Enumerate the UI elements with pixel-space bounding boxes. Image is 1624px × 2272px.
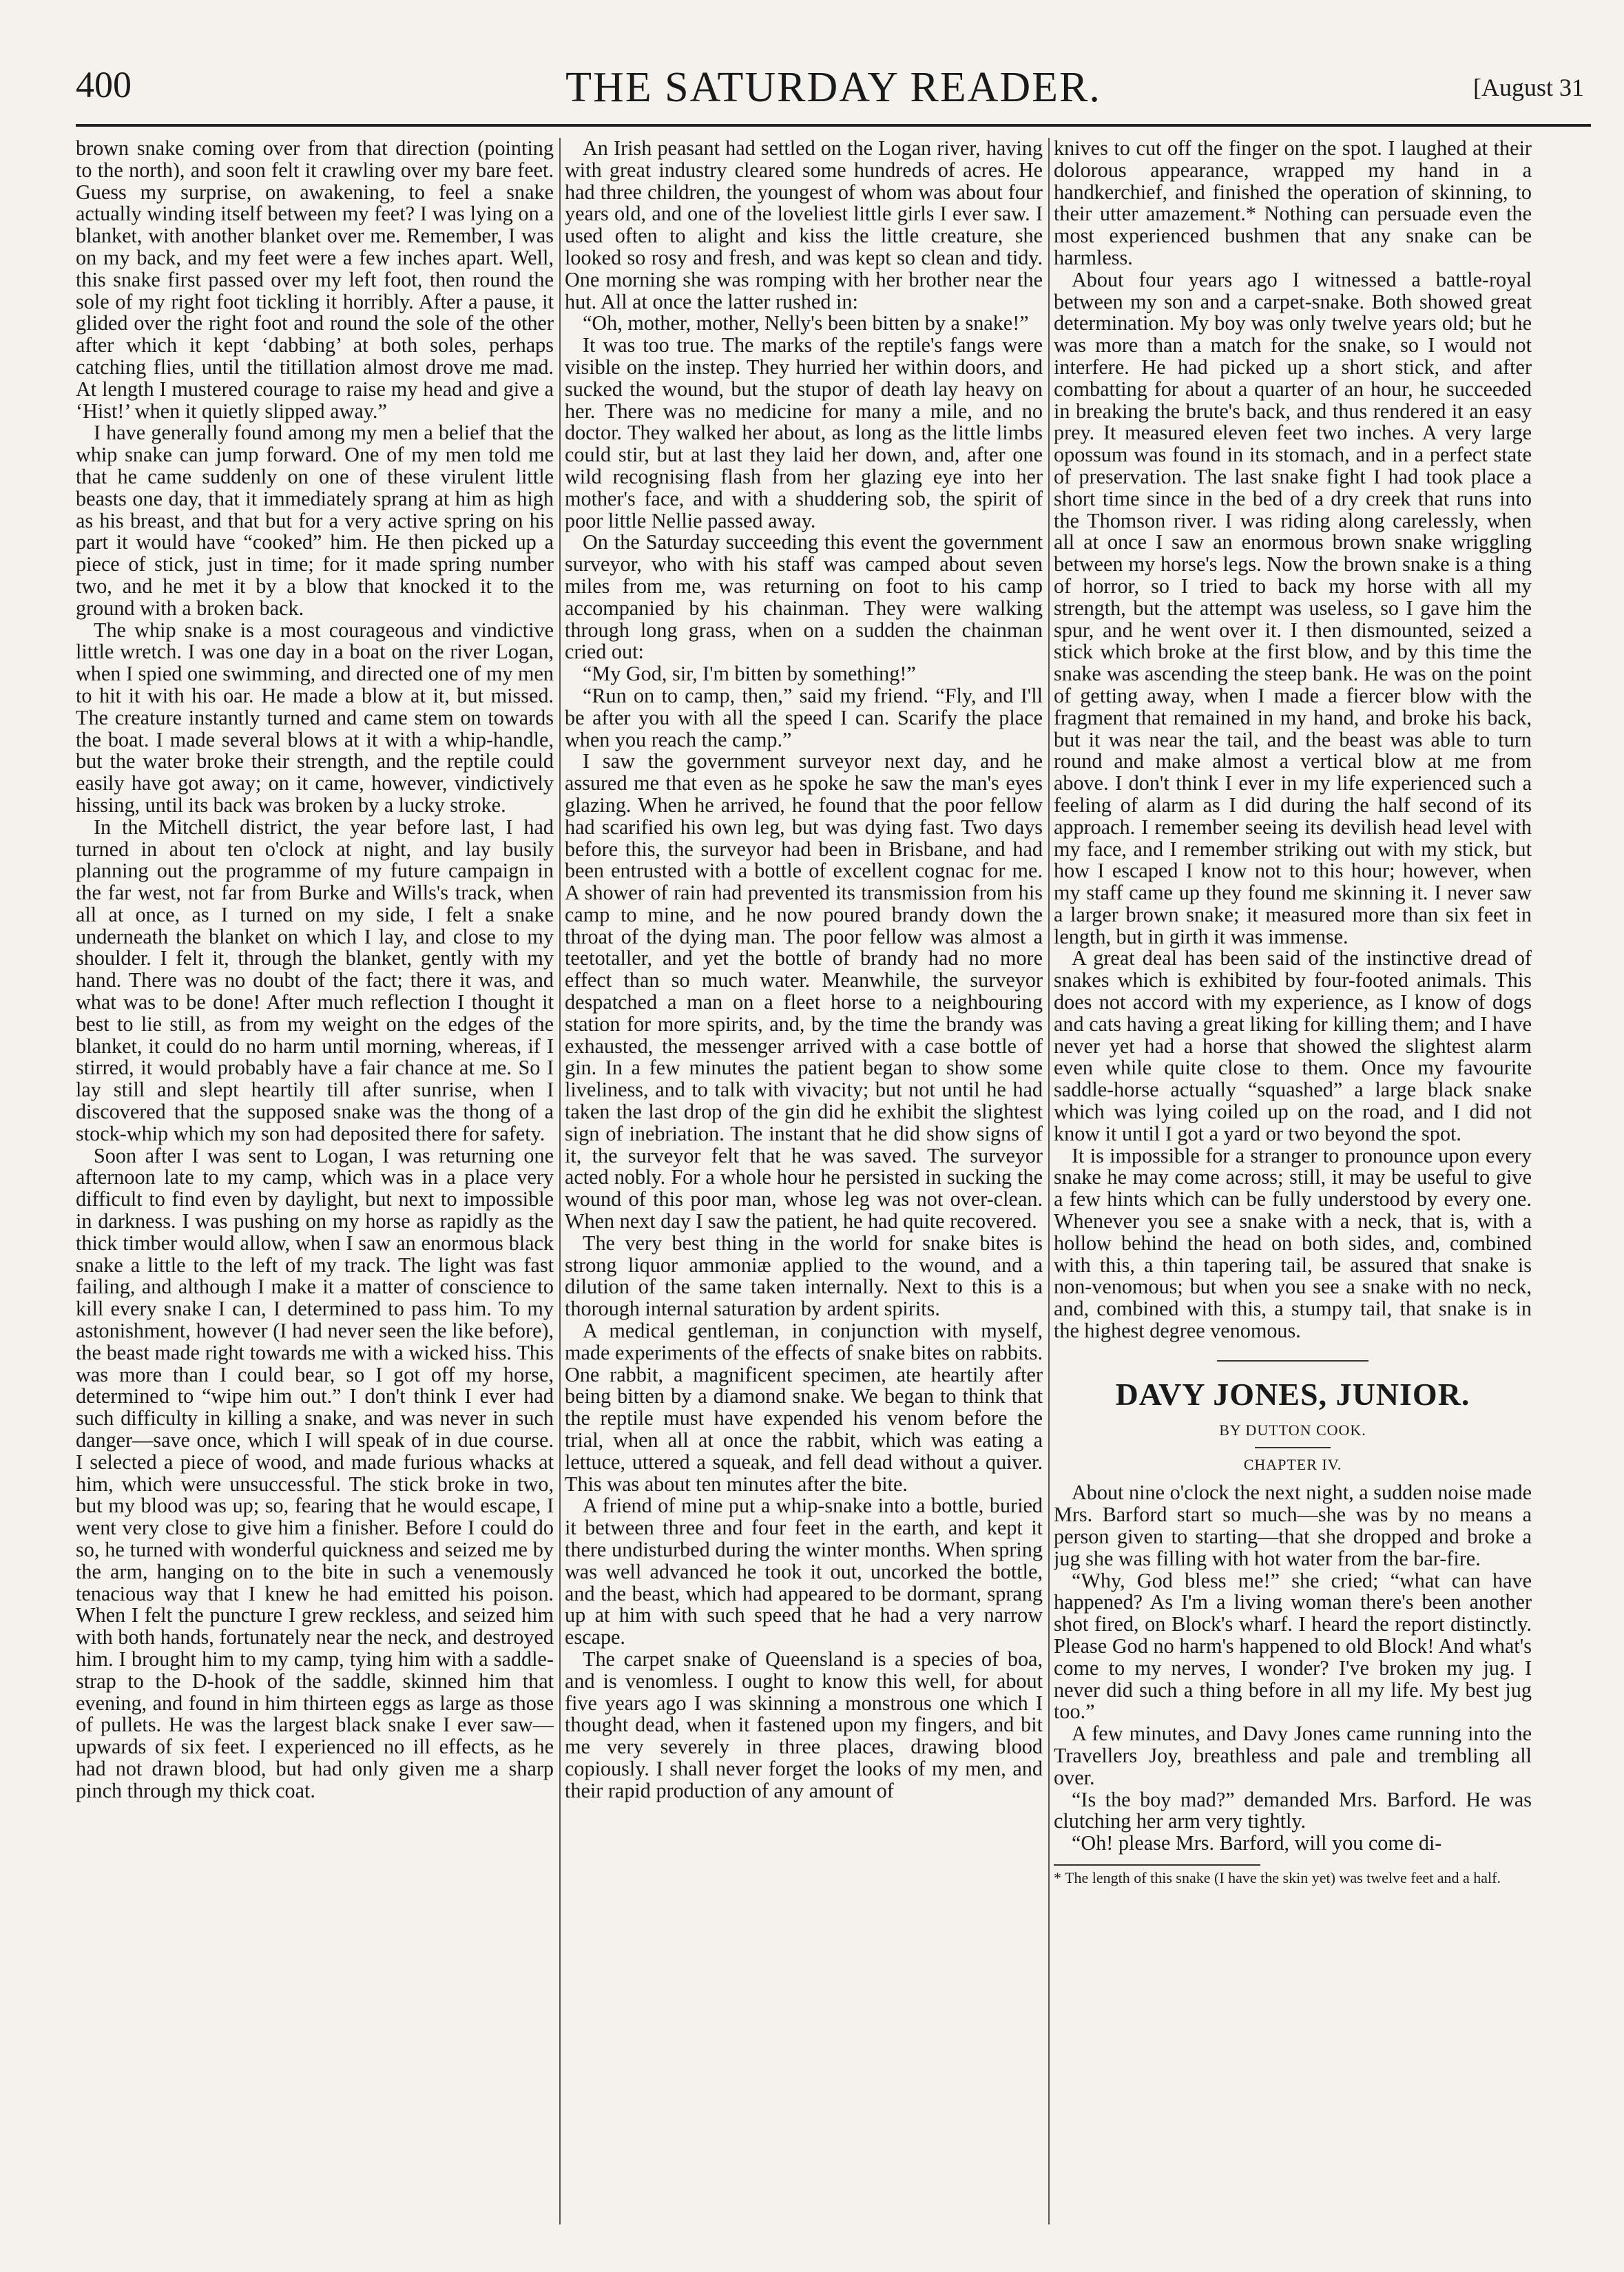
header-rule [76, 124, 1591, 127]
paragraph: “My God, sir, I'm bitten by something!” [583, 662, 916, 686]
footnote-rule [1054, 1864, 1260, 1866]
paragraph: “Oh, mother, mother, Nelly's been bitten by a snake!” [583, 311, 1029, 335]
paragraph: A great deal has been said of the instinctive dread of snakes which is exhibited by four-footed animals. This does not accord with my experience, as I know of dogs and cats having a great liking for killing them; and I have never yet had a horse that showed the slightest alarm even while quite close to them. Once my favourite saddle-horse actually “squashed” a large black snake which was lying coiled up on the road, and I did not know it until I got a yard or two beyond the spot. [1054, 946, 1532, 1145]
masthead-title: THE SATURDAY READER. [565, 64, 1101, 111]
column-divider [1048, 138, 1050, 2224]
column-2 [565, 138, 1043, 2224]
story-title: DAVY JONES, JUNIOR. [1115, 1376, 1470, 1412]
paragraph: The very best thing in the world for snake bites is strong liquor ammoniæ applied to the wound, and a dilution of the same taken internally. Next to this is a thorough internal saturation by ardent spirits. [565, 1231, 1043, 1321]
chapter-heading: CHAPTER IV. [1243, 1455, 1342, 1473]
paragraph: It is impossible for a stranger to pronounce upon every snake he may come across; still, it may be useful to give a few hints which can be fully understood by every one. Whenever you see a snake with a neck, that is, with a hollow behind the head on both sides, and, combined with this, a thin tapering tail, be assured that snake is non-venomous; but when you see a snake with no neck, and, combined with this, a stumpy tail, that snake is in the highest degree venomous. [1054, 1143, 1532, 1343]
page-header [76, 63, 1591, 125]
paragraph: It was too true. The marks of the reptile's fangs were visible on the instep. They hurried her within doors, and sucked the wound, but the stupor of death lay heavy on her. There was no medicine for many a mile, and no doctor. They walked her about, as long as the little limbs could stir, but at last they laid her down, and, after one wild recognising flash from her glazing eye into her mother's face, and with a shuddering sob, the spirit of poor little Nellie passed away. [565, 333, 1043, 532]
issue-date: [August 31 [1473, 74, 1584, 101]
paragraph: In the Mitchell district, the year before last, I had turned in about ten o'clock at night, and lay busily planning out the programme of my future campaign in the far west, not far from Burke and Wills's track, when all at once, as I turned on my side, I felt a snake underneath the blanket on which I lay, and close to my shoulder. I felt it, through the blanket, gently with my hand. There was no doubt of the fact; there it was, and what was to be done! After much reflection I thought it best to lie still, as from my weight on the edges of the blanket, it could do no harm until morning, whereas, if I stirred, it would probably have a fair chance at me. So I lay still and slept heartily till after sunrise, when I discovered that the supposed snake was the thong of a stock-whip which my son had deposited there for safety. [76, 815, 554, 1145]
paragraph: About nine o'clock the next night, a sudden noise made Mrs. Barford start so much—she was by no means a person given to starting—that she dropped and broke a jug she was filling with hot water from the bar-fire. [1054, 1481, 1532, 1570]
paragraph: brown snake coming over from that direction (pointing to the north), and soon felt it crawling over my bare feet. Guess my surprise, on awakening, to feel a snake actually winding itself between my feet? I was lying on a blanket, with another blanket over me. Remember, I was on my back, and my feet were a few inches apart. Well, this snake first passed over my left foot, then round the sole of my right foot tickling it horribly. After a pause, it glided over the right foot and round the sole of the other after which it kept ‘dabbing’ at both soles, perhaps catching flies, until the titillation almost drove me mad. At length I mustered courage to raise my head and give a ‘Hist!’ when it quietly slipped away.” [76, 138, 554, 423]
story-byline: BY DUTTON COOK. [1219, 1421, 1366, 1439]
paragraph: “Is the boy mad?” demanded Mrs. Barford. He was clutching her arm very tightly. [1054, 1787, 1532, 1833]
paragraph: An Irish peasant had settled on the Logan river, having with great industry cleared some hundreds of acres. He had three children, the youngest of whom was about four years old, and one of the loveliest little girls I ever saw. I used often to alight and kiss the little creature, she looked so rosy and fresh, and was kept so clean and tidy. One morning she was romping with her brother near the hut. All at once the latter rushed in: [565, 138, 1043, 313]
paragraph: On the Saturday succeeding this event the government surveyor, who with his staff was camped about seven miles from me, was returning on foot to his camp accompanied by his chainman. They were walking through long grass, when on a sudden the chainman cried out: [565, 530, 1043, 664]
column-divider [559, 138, 561, 2224]
paragraph: I have generally found among my men a belief that the whip snake can jump forward. One of my men told me that he came suddenly on one of these virulent little beasts one day, that it immediately sprang at him as high as his breast, and that but for a very active spring on his part it would have “cooked” him. He then picked up a piece of stick, just in time; for it made spring number two, and he met it by a blow that knocked it to the ground with a broken back. [76, 421, 554, 620]
paragraph: I saw the government surveyor next day, and he assured me that even as he spoke he saw the man's eyes glazing. When he arrived, he found that the poor fellow had scarified his own leg, but was dying fast. Two days before this, the surveyor had been in Brisbane, and had been entrusted with a bottle of excellent cognac for me. A shower of rain had prevented its transmission from his camp to mine, and he now poured brandy down the throat of the dying man. The poor fellow was almost a teetotaller, and yet the bottle of brandy had no more effect than so much water. Meanwhile, the surveyor despatched a man on a fleet horse to a neighbouring station for more spirits, and, by the time the brandy was exhausted, the messenger arrived with a case bottle of gin. In a few minutes the patient began to show some liveliness, and to talk with vivacity; but not until he had taken the last drop of the gin did he exhibit the slightest sign of inebriation. The instant that he did show signs of it, the surveyor felt that he was saved. The surveyor acted nobly. For a whole hour he persisted in sucking the wound of this poor man, whose leg was not over-clean. When next day I saw the patient, he had quite recovered. [565, 749, 1043, 1233]
paragraph: A friend of mine put a whip-snake into a bottle, buried it between three and four feet in the earth, and kept it there undisturbed during the winter months. When spring was well advanced he took it out, uncorked the bottle, and the beast, which had appeared to be dormant, sprang up at him with such speed that he had a very narrow escape. [565, 1494, 1043, 1649]
paragraph: knives to cut off the finger on the spot. I laughed at their dolorous appearance, wrapped my hand in a handkerchief, and finished the operation of skinning, to their utter amazement.* Nothing can persuade even the most experienced bushmen that any snake can be harmless. [1054, 138, 1532, 269]
column-1 [76, 138, 554, 2224]
paragraph: Soon after I was sent to Logan, I was returning one afternoon late to my camp, which was in a place very difficult to find even by daylight, but next to impossible in darkness. I was pushing on my horse as rapidly as the thick timber would allow, when I saw an enormous black snake a little to the left of my track. The light was fast failing, and although I make it a matter of conscience to kill every snake I can, I determined to pass him. To my astonishment, however (I had never seen the like before), the beast made right towards me with a wicked hiss. This was more than I could bear, so I got off my horse, determined to “wipe him out.” I don't think I ever had such difficulty in killing a snake, and was never in such danger—save once, which I will speak of in due course. I selected a piece of wood, and made furious whacks at him, which were unsuccessful. The stick broke in two, but my blood was up; so, fearing that he would escape, I went very close to give him a finisher. Before I could do so, he turned with wonderful quickness and seized me by the arm, hanging on to the bite in such a venemously tenacious way that I knew he had emitted his poison. When I felt the puncture I grew reckless, and seized him with both hands, fortunately near the neck, and destroyed him. I brought him to my camp, tying him with a saddle-strap to the D-hook of the saddle, skinned him that evening, and found in him thirteen eggs as large as those of pullets. He was the largest black snake I ever saw—upwards of six feet. I experienced no ill effects, as he had not drawn blood, but had only given me a sharp pinch through my thick coat. [76, 1143, 554, 1802]
paragraph: A few minutes, and Davy Jones came running into the Travellers Joy, breathless and pale and trembling all over. [1054, 1722, 1532, 1789]
paragraph: The carpet snake of Queensland is a species of boa, and is venomless. I ought to know this well, for about five years ago I was skinning a monstrous one which I thought dead, when it fastened upon my fingers, and bit me very severely in three places, drawing blood copiously. I shall never forget the looks of my men, and their rapid production of any amount of [565, 1647, 1043, 1802]
paragraph: A medical gentleman, in conjunction with myself, made experiments of the effects of snake bites on rabbits. One rabbit, a magnificent specimen, ate heartily after being bitten by a diamond snake. We began to think that the reptile must have expended his venom before the trial, when all at once the rabbit, which was eating a lettuce, uttered a squeak, and fell dead without a quiver. This was about ten minutes after the bite. [565, 1319, 1043, 1496]
paragraph: The whip snake is a most courageous and vindictive little wretch. I was one day in a boat on the river Logan, when I spied one swimming, and directed one of my men to hit it with his oar. He made a blow at it, but missed. The creature instantly turned and came stem on towards the boat. I made several blows at it with a whip-handle, but the water broke their strength, and the reptile could easily have got away; on it came, however, vindictively hissing, until its back was broken by a lucky stroke. [76, 618, 554, 817]
page-number: 400 [76, 64, 132, 105]
paragraph: “Oh! please Mrs. Barford, will you come di- [1072, 1831, 1442, 1855]
section-rule [1217, 1360, 1368, 1362]
paragraph: “Run on to camp, then,” said my friend. “Fly, and I'll be after you with all the speed I can. Scarify the place when you reach the camp.” [565, 683, 1043, 751]
byline-rule [1255, 1447, 1331, 1448]
paragraph: About four years ago I witnessed a battle-royal between my son and a carpet-snake. Both showed great determination. My boy was only twelve years old; but he was more than a match for the snake, so I would not interfere. He had picked up a short stick, and after combatting for about a quarter of an hour, he succeeded in breaking the brute's back, and thus rendered it an easy prey. It measured eleven feet two inches. A very large opossum was found in its stomach, and in a perfect state of preservation. The last snake fight I had took place a short time since in the bed of a dry creek that runs into the Thomson river. I was riding along carelessly, when all at once I saw an enormous brown snake wriggling between my horse's legs. Now the brown snake is a thing of horror, so I tried to back my horse with all my strength, but the attempt was useless, so I gave him the spur, and he went over it. I then dismounted, seized a stick which broke at the first blow, and by this time the snake was ascending the steep bank. He was on the point of getting away, when I made a fiercer blow with the fragment that remained in my hand, and broke his back, but it was near the tail, and the beast was able to turn round and make almost a vertical blow at me from above. I don't think I ever in my life experienced such a feeling of alarm as I did during the half second of its approach. I remember seeing its devilish head level with my face, and I remember striking out with my stick, but how I escaped I know not to this hour; however, when my staff came up they found me skinning it. I never saw a larger brown snake; it measured more than six feet in length, but in girth it was immense. [1054, 267, 1532, 948]
column-3 [1054, 138, 1532, 2224]
footnote: * The length of this snake (I have the skin yet) was twelve feet and a half. [1054, 1868, 1501, 1886]
paragraph: “Why, God bless me!” she cried; “what can have happened? As I'm a living woman there's been another shot fired, on Block's wharf. I heard the report distinctly. Please God no harm's happened to old Block! And what's come to my nerves, I wonder? I've broken my jug. I never did such a thing before in all my life. My best jug too.” [1054, 1568, 1532, 1724]
